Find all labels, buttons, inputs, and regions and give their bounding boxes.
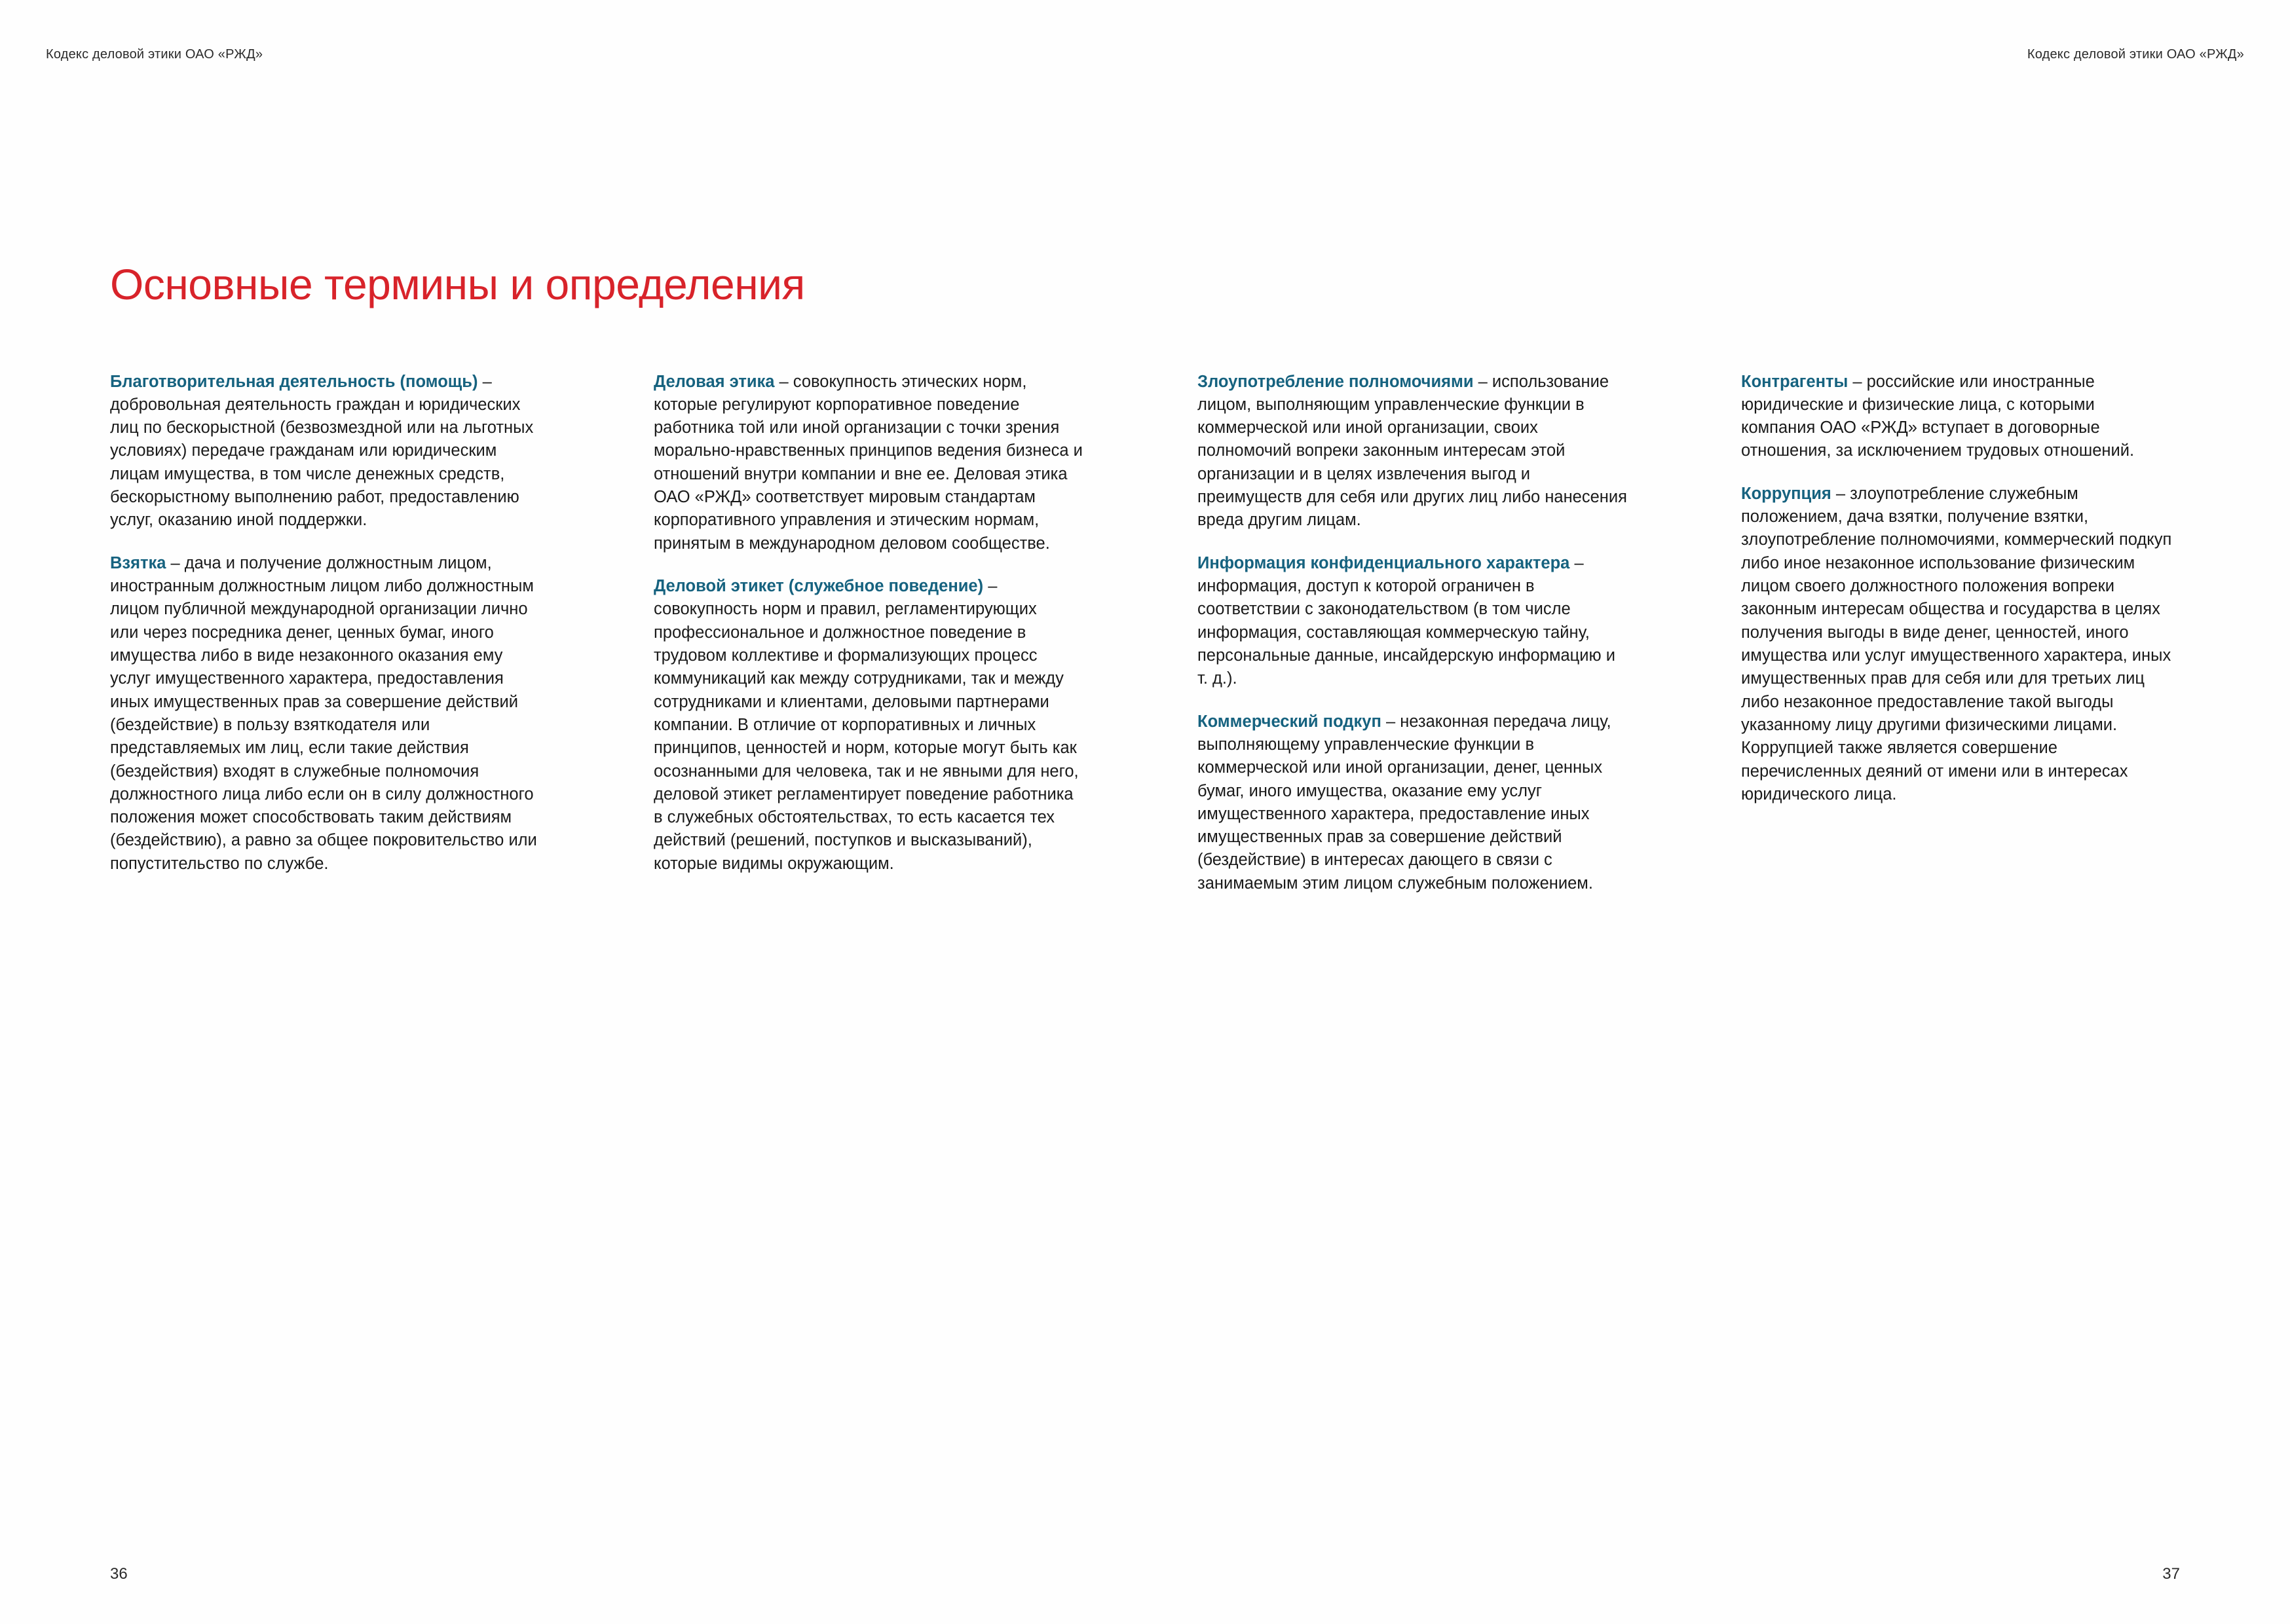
definition-term: Злоупотребление полномочиями xyxy=(1197,372,1474,391)
definition-body: – информация, доступ к которой ограничен в соответствии с законодательством (в том числе информация, составляющая коммерческую тайну, персональные данные, инсайдерскую информацию и т. д.). xyxy=(1197,553,1615,688)
definition-entry xyxy=(1741,483,2173,806)
definition-body: – совокупность норм и правил, регламентирующих профессиональное и должностное поведение в трудовом коллективе и формализующих процесс коммуникаций как между сотрудниками, так и между сотрудниками и клиентами, деловыми партнерами компании. В отличие от корпоративных и личных принципов, ценностей и норм, которые могут быть как осознанными для человека, так и не явными для него, деловой этикет регламентирует поведение работника в служебных обстоятельствах, то есть касается тех действий (решений, поступков и высказываний), которые видимы окружающим. xyxy=(654,577,1079,873)
definition-entry xyxy=(1197,371,1630,532)
definition-term: Благотворительная деятельность (помощь) xyxy=(110,372,478,391)
definition-body: – злоупотребление служебным положением, дача взятки, получение взятки, злоупотребление полномочиями, коммерческий подкуп либо иное незаконное использование физическим лицом своего должностного положения вопреки законным интересам общества и государства в целях получения выгоды в виде денег, ценностей, иного имущества или услуг имущественного характера, иных имущественных прав для себя или для третьих лиц либо незаконное предоставление такой выгоды указанному лицу другими физическими лицами. Коррупцией также является совершение перечисленных деяний от имени или в интересах юридического лица. xyxy=(1741,484,2172,803)
definition-entry xyxy=(654,371,1086,556)
definitions-column-2 xyxy=(654,354,1086,895)
definition-entry xyxy=(1197,710,1630,896)
definition-entry xyxy=(110,371,542,532)
definition-entry xyxy=(654,575,1086,876)
definition-body: – дача и получение должностным лицом, иностранным должностным лицом либо должностным лицом публичной международной организации лично или через посредника денег, ценных бумаг, иного имущества либо в виде незаконного оказания ему услуг имущественного характера, предоставления иных имущественных прав за совершение действий (бездействие) в пользу взяткодателя или представляемых им лиц, если такие действия (бездействия) входят в служебные полномочия должностного лица либо если он в силу должностного положения может способствовать таким действиям (бездействию), а равно за общее покровительство или попустительство по службе. xyxy=(110,553,537,873)
running-head-right: Кодекс деловой этики ОАО «РЖД» xyxy=(2027,47,2244,62)
definition-entry xyxy=(1741,371,2173,463)
definition-term: Деловой этикет (служебное поведение) xyxy=(654,577,984,595)
definition-term: Коррупция xyxy=(1741,484,1831,503)
definition-body: – добровольная деятельность граждан и юридических лиц по бескорыстной (безвозмездной или на льготных условиях) передаче гражданам или юридическим лицам имущества, в том числе денежных средств, бескорыстному выполнению работ, предоставлению услуг, оказанию иной поддержки. xyxy=(110,372,534,530)
definition-term: Деловая этика xyxy=(654,372,775,391)
definition-term: Контрагенты xyxy=(1741,372,1849,391)
definition-entry xyxy=(110,552,542,876)
definitions-column-1 xyxy=(110,354,542,895)
definitions-column-4 xyxy=(1741,354,2173,895)
running-head-left: Кодекс деловой этики ОАО «РЖД» xyxy=(46,47,263,62)
definition-body: – незаконная передача лицу, выполняющему управленческие функции в коммерческой или иной организации, денег, ценных бумаг, иного имущества, оказание ему услуг имущественного характера, предоставление иных имущественных прав за совершение действий (бездействие) в интересах дающего в связи с занимаемым этим лицом служебным положением. xyxy=(1197,712,1611,893)
definition-term: Информация конфиденциального характера xyxy=(1197,553,1570,572)
definition-body: – использование лицом, выполняющим управленческие функции в коммерческой или иной организации, своих полномочий вопреки законным интересам этой организации и в целях извлечения выгод и преимуществ для себя или других лиц либо нанесения вреда другим лицам. xyxy=(1197,372,1627,530)
definitions-columns xyxy=(110,354,2187,895)
definition-body: – российские или иностранные юридические и физические лица, с которыми компания ОАО «РЖД» вступает в договорные отношения, за исключением трудовых отношений. xyxy=(1741,372,2135,460)
definition-term: Коммерческий подкуп xyxy=(1197,712,1381,731)
page-number-right: 37 xyxy=(2162,1565,2180,1583)
definition-term: Взятка xyxy=(110,553,166,572)
definition-body: – совокупность этических норм, которые регулируют корпоративное поведение работника той или иной организации с точки зрения морально-нравственных принципов ведения бизнеса и отношений внутри компании и вне ее. Деловая этика ОАО «РЖД» соответствует мировым стандартам корпоративного управления и этическим нормам, принятым в международном деловом сообществе. xyxy=(654,372,1083,553)
page-title: Основные термины и определения xyxy=(110,260,805,309)
definitions-column-3 xyxy=(1197,354,1630,895)
page-number-left: 36 xyxy=(110,1565,128,1583)
definition-entry xyxy=(1197,552,1630,691)
